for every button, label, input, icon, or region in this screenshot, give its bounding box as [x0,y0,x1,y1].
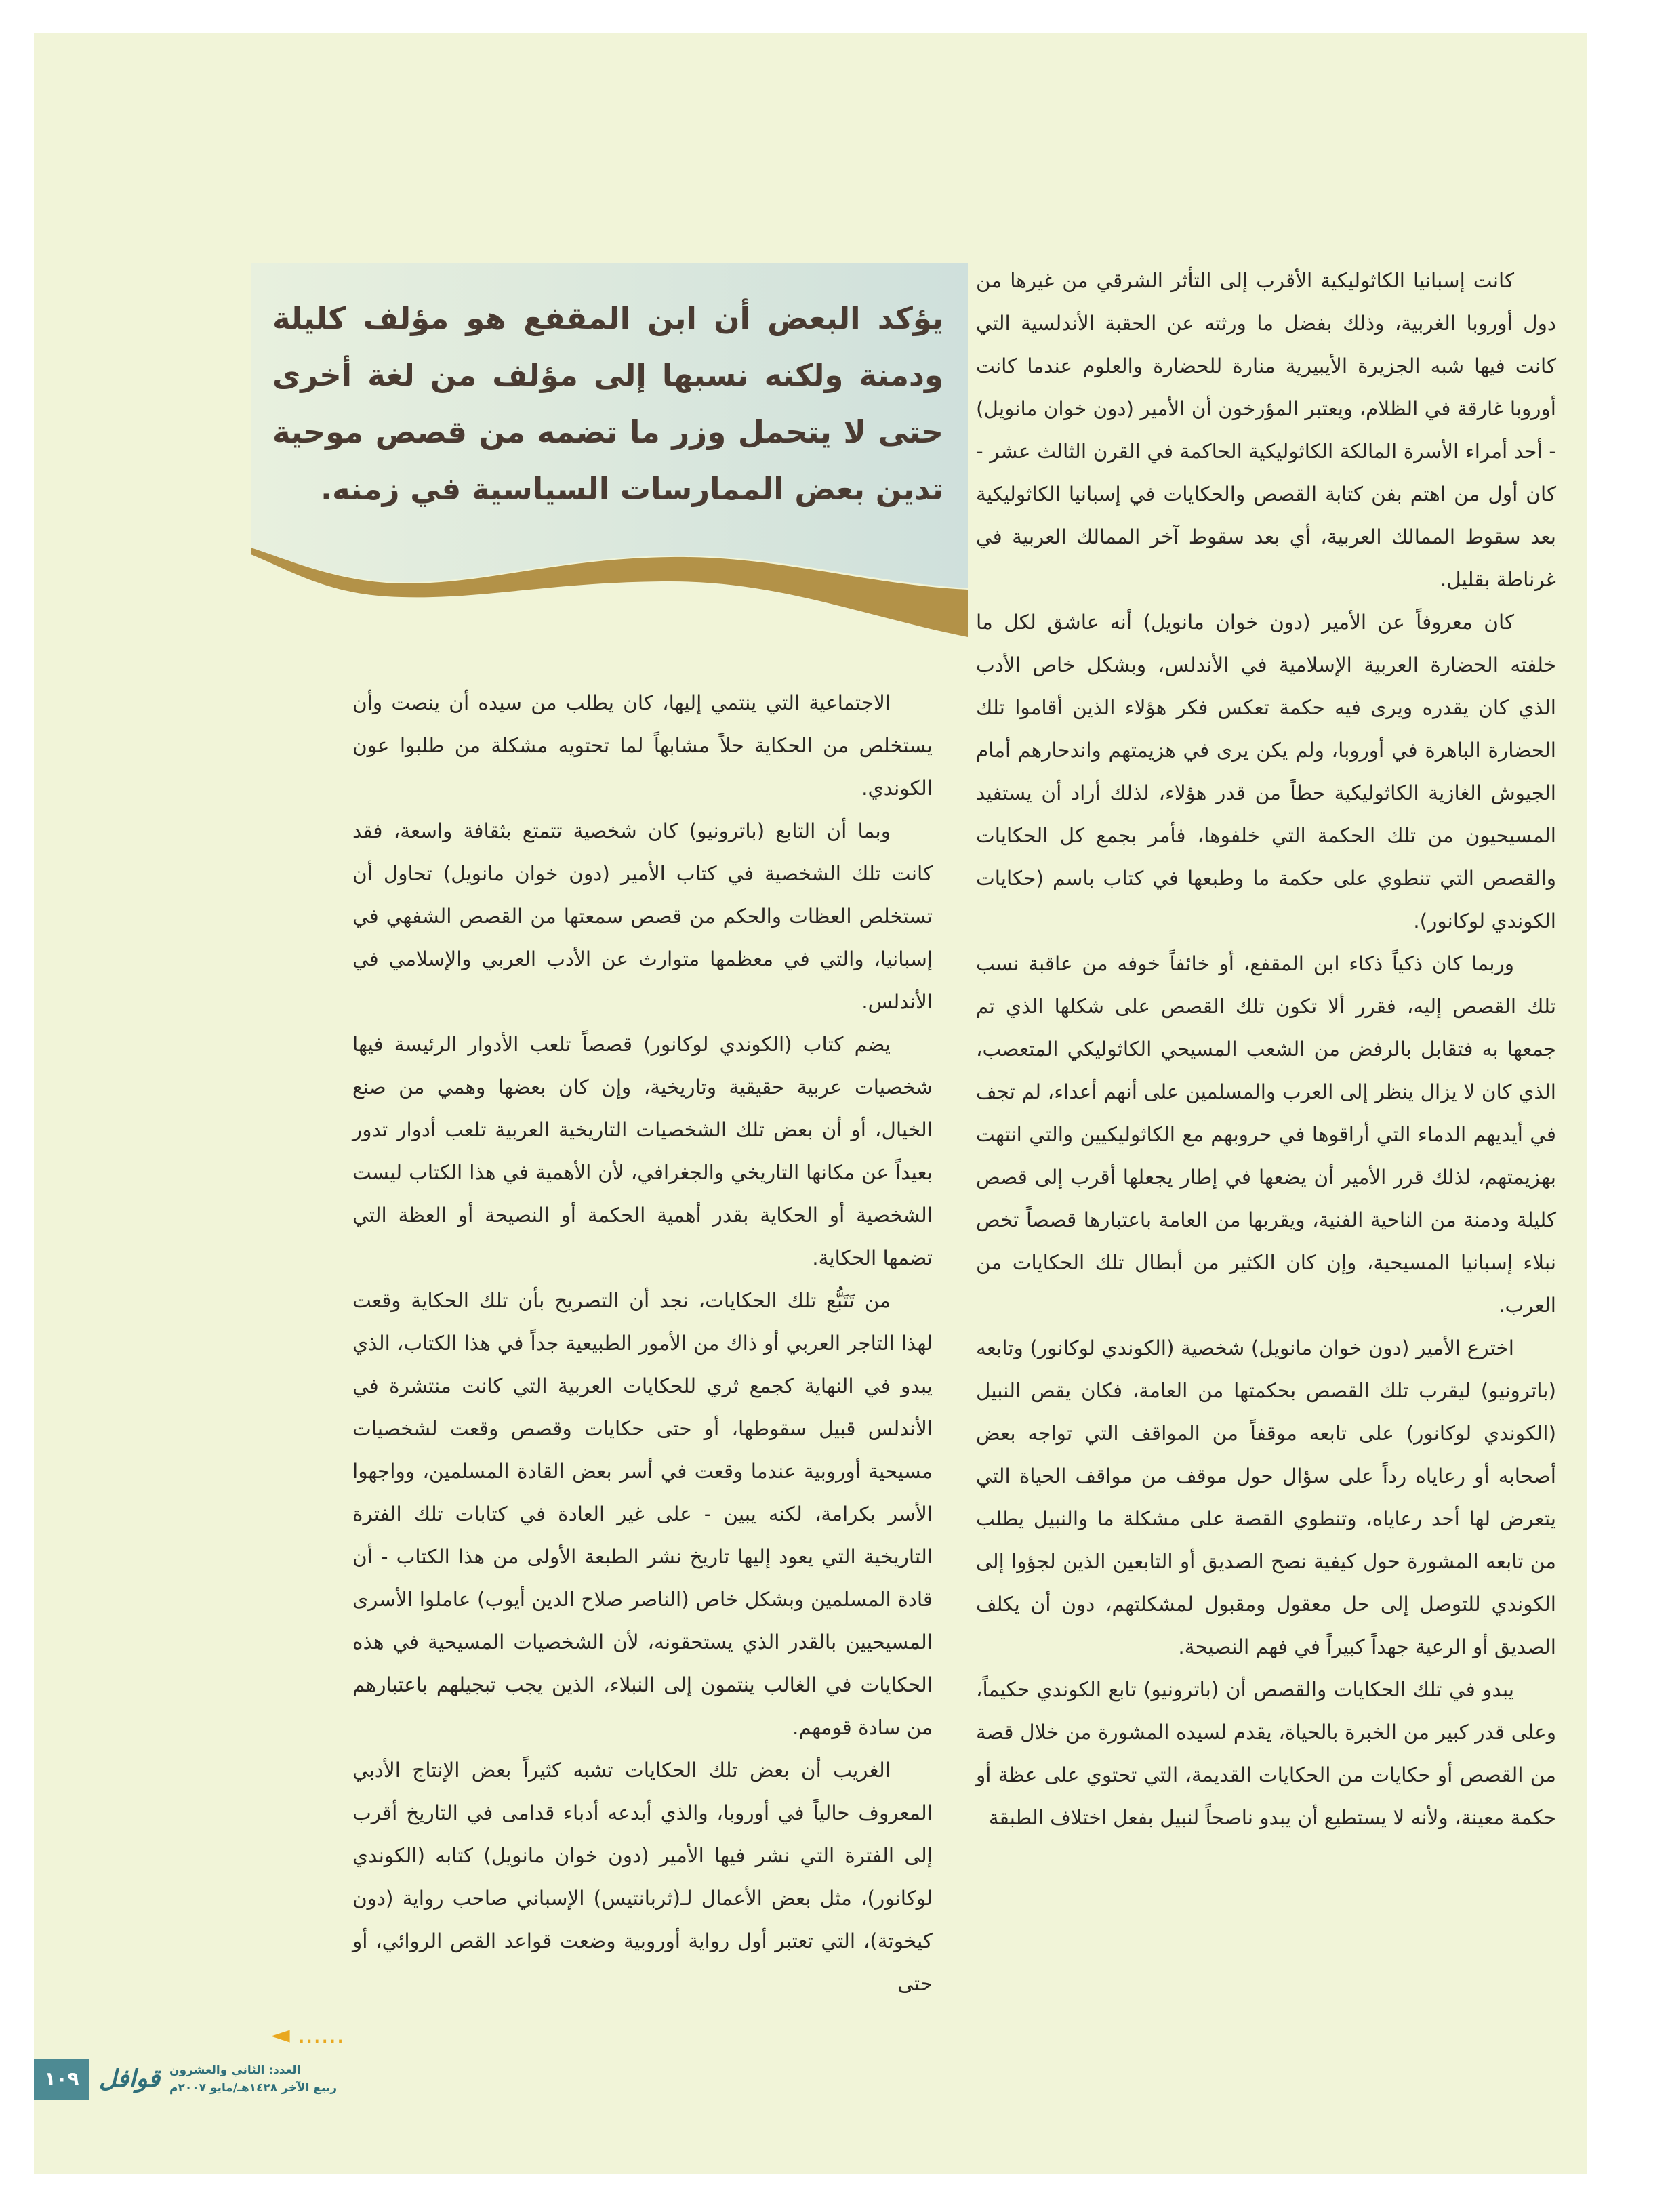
magazine-logo: قوافل [98,2065,161,2093]
page-number: ١٠٩ [34,2059,89,2100]
continue-arrow-icon: ◄ ...... [271,2021,344,2049]
page-footer [34,2059,779,2100]
paragraph: وربما كان ذكياً ذكاء ابن المقفع، أو خائفاً خوفه من عاقبة نسب تلك القصص إليه، فقرر ألا تكون تلك القصص على شكلها الذي تم جمعها به فتقابل بالرفض من الشعب المسيحي الكاثوليكي المتعصب، الذي كان لا يزال ينظر إلى العرب والمسلمين على أنهم أعداء، لم تجف في أيديهم الدماء التي أراقوها في حروبهم مع الكاثوليكيين والتي انتهت بهزيمتهم، لذلك قرر الأمير أن يضعها في إطار يجعلها أقرب إلى قصص كليلة ودمنة من الناحية الفنية، ويقربها من العامة باعتبارها قصصاً تخص نبلاء إسبانيا المسيحية، وإن كان الكثير من أبطال تلك الحكايات من العرب. [976,952,1556,1317]
paragraph: الغريب أن بعض تلك الحكايات تشبه كثيراً بعض الإنتاج الأدبي المعروف حالياً في أوروبا، والذي أبدعه أدباء قدامى في التاريخ أقرب إلى الفترة التي نشر فيها الأمير (دون خوان مانويل) كتابه (الكوندي لوكانور)، مثل بعض الأعمال لـ(ثربانتيس) الإسباني صاحب رواية (دون كيخوتة)، التي تعتبر أول رواية أوروبية وضعت قواعد القص الروائي، أو حتى [352,1759,933,1995]
paragraph: وبما أن التابع (باترونيو) كان شخصية تتمتع بثقافة واسعة، فقد كانت تلك الشخصية في كتاب الأمير (دون خوان مانويل) تحاول أن تستخلص العظات والحكم من قصص سمعتها من القصص الشفهي في إسبانيا، والتي في معظمها متوارث عن الأدب العربي والإسلامي في الأندلس. [352,819,933,1013]
paragraph: الاجتماعية التي ينتمي إليها، كان يطلب من سيده أن ينصت وأن يستخلص من الحكاية حلاً مشابهاً لما تحتويه مشكلة من طلبوا عون الكوندي. [352,691,933,800]
paragraph: من تَتَبُّع تلك الحكايات، نجد أن التصريح بأن تلك الحكاية وقعت لهذا التاجر العربي أو ذاك من الأمور الطبيعية جداً في هذا الكتاب، الذي يبدو في النهاية كجمع ثري للحكايات العربية التي كانت منتشرة في الأندلس قبيل سقوطها، أو حتى حكايات وقصص وقعت لشخصيات مسيحية أوروبية عندما وقعت في أسر بعض القادة المسلمين، وواجهوا الأسر بكرامة، لكنه يبين - على غير العادة في كتابات تلك الفترة التاريخية التي يعود إليها تاريخ نشر الطبعة الأولى من هذا الكتاب - أن قادة المسلمين وبشكل خاص (الناصر صلاح الدين أيوب) عاملوا الأسرى المسيحيين بالقدر الذي يستحقونه، لأن الشخصيات المسيحية في هذه الحكايات في الغالب ينتمون إلى النبلاء، الذين يجب تبجيلهم باعتبارهم من سادة قومهم. [352,1289,933,1739]
pull-quote-text: يؤكد البعض أن ابن المقفع هو مؤلف كليلة ودمنة ولكنه نسبها إلى مؤلف من لغة أخرى حتى لا يتحمل وزر ما تضمه من قصص موحية تدين بعض الممارسات السياسية في زمنه. [272,300,943,507]
paragraph: يبدو في تلك الحكايات والقصص أن (باترونيو) تابع الكوندي حكيماً، وعلى قدر كبير من الخبرة بالحياة، يقدم لسيده المشورة من خلال قصة من القصص أو حكايات من الحكايات القديمة، التي تحتوي على عظة أو حكمة معينة، ولأنه لا يستطيع أن يبدو ناصحاً لنبيل بفعل اختلاف الطبقة [976,1678,1556,1829]
pull-quote [251,263,968,637]
paragraph: يضم كتاب (الكوندي لوكانور) قصصاً تلعب الأدوار الرئيسة فيها شخصيات عربية حقيقية وتاريخية، وإن كان بعضها وهمي من صنع الخيال، أو أن بعض تلك الشخصيات التاريخية العربية تلعب أدوار تدور بعيداً عن مكانها التاريخي والجغرافي، لأن الأهمية في هذا الكتاب ليست الشخصية أو الحكاية بقدر أهمية الحكمة أو النصيحة أو العظة التي تضمها الحكاية. [352,1033,933,1269]
paragraph: كان معروفاً عن الأمير (دون خوان مانويل) أنه عاشق لكل ما خلفته الحضارة العربية الإسلامية في الأندلس، وبشكل خاص الأدب الذي كان يقدره ويرى فيه حكمة تعكس فكر هؤلاء الذين أقاموا تلك الحضارة الباهرة في أوروبا، ولم يكن يرى في هزيمتهم واندحارهم أمام الجيوش الغازية الكاثوليكية حطاً من قدر هؤلاء، لذلك أراد أن يستفيد المسيحيون من تلك الحكمة التي خلفوها، فأمر بجمع كل الحكايات والقصص التي تنطوي على حكمة ما وطبعها في كتاب باسم (حكايات الكوندي لوكانور). [976,611,1556,933]
paragraph: اخترع الأمير (دون خوان مانويل) شخصية (الكوندي لوكانور) وتابعه (باترونيو) ليقرب تلك القصص بحكمتها من العامة، فكان يقص النبيل (الكوندي لوكانور) على تابعه موقفاً من المواقف التي تواجه بعض أصحابه أو رعاياه رداً على سؤال حول موقف من مواقف الحياة التي يتعرض لها أحد رعاياه، وتنطوي القصة على مشكلة ما والنبيل يطلب من تابعه المشورة حول كيفية نصح الصديق أو التابعين الذين لجؤوا إلى الكوندي للتوصل إلى حل معقول ومقبول لمشكلتهم، دون أن يكلف الصديق أو الرعية جهداً كبيراً في فهم النصيحة. [976,1336,1556,1658]
article-column-left [352,682,933,2005]
paragraph: كانت إسبانيا الكاثوليكية الأقرب إلى التأثر الشرقي من غيرها من دول أوروبا الغربية، وذلك بفضل ما ورثته عن الحقبة الأندلسية التي كانت فيها شبه الجزيرة الأيبيرية منارة للحضارة والعلوم عندما كانت أوروبا غارقة في الظلام، ويعتبر المؤرخون أن الأمير (دون خوان مانويل) - أحد أمراء الأسرة المالكة الكاثوليكية الحاكمة في القرن الثالث عشر - كان أول من اهتم بفن كتابة القصص والحكايات في إسبانيا الكاثوليكية بعد سقوط الممالك العربية، أي بعد سقوط آخر الممالك العربية في غرناطة بقليل. [976,269,1556,591]
issue-info [169,2062,373,2097]
article-column-right [976,260,1556,1839]
issue-date: ربيع الآخر ١٤٢٨هـ/مايو ٢٠٠٧م [169,2081,338,2095]
magazine-page [34,33,1587,2174]
issue-number: العدد: الثاني والعشرون [169,2064,301,2077]
